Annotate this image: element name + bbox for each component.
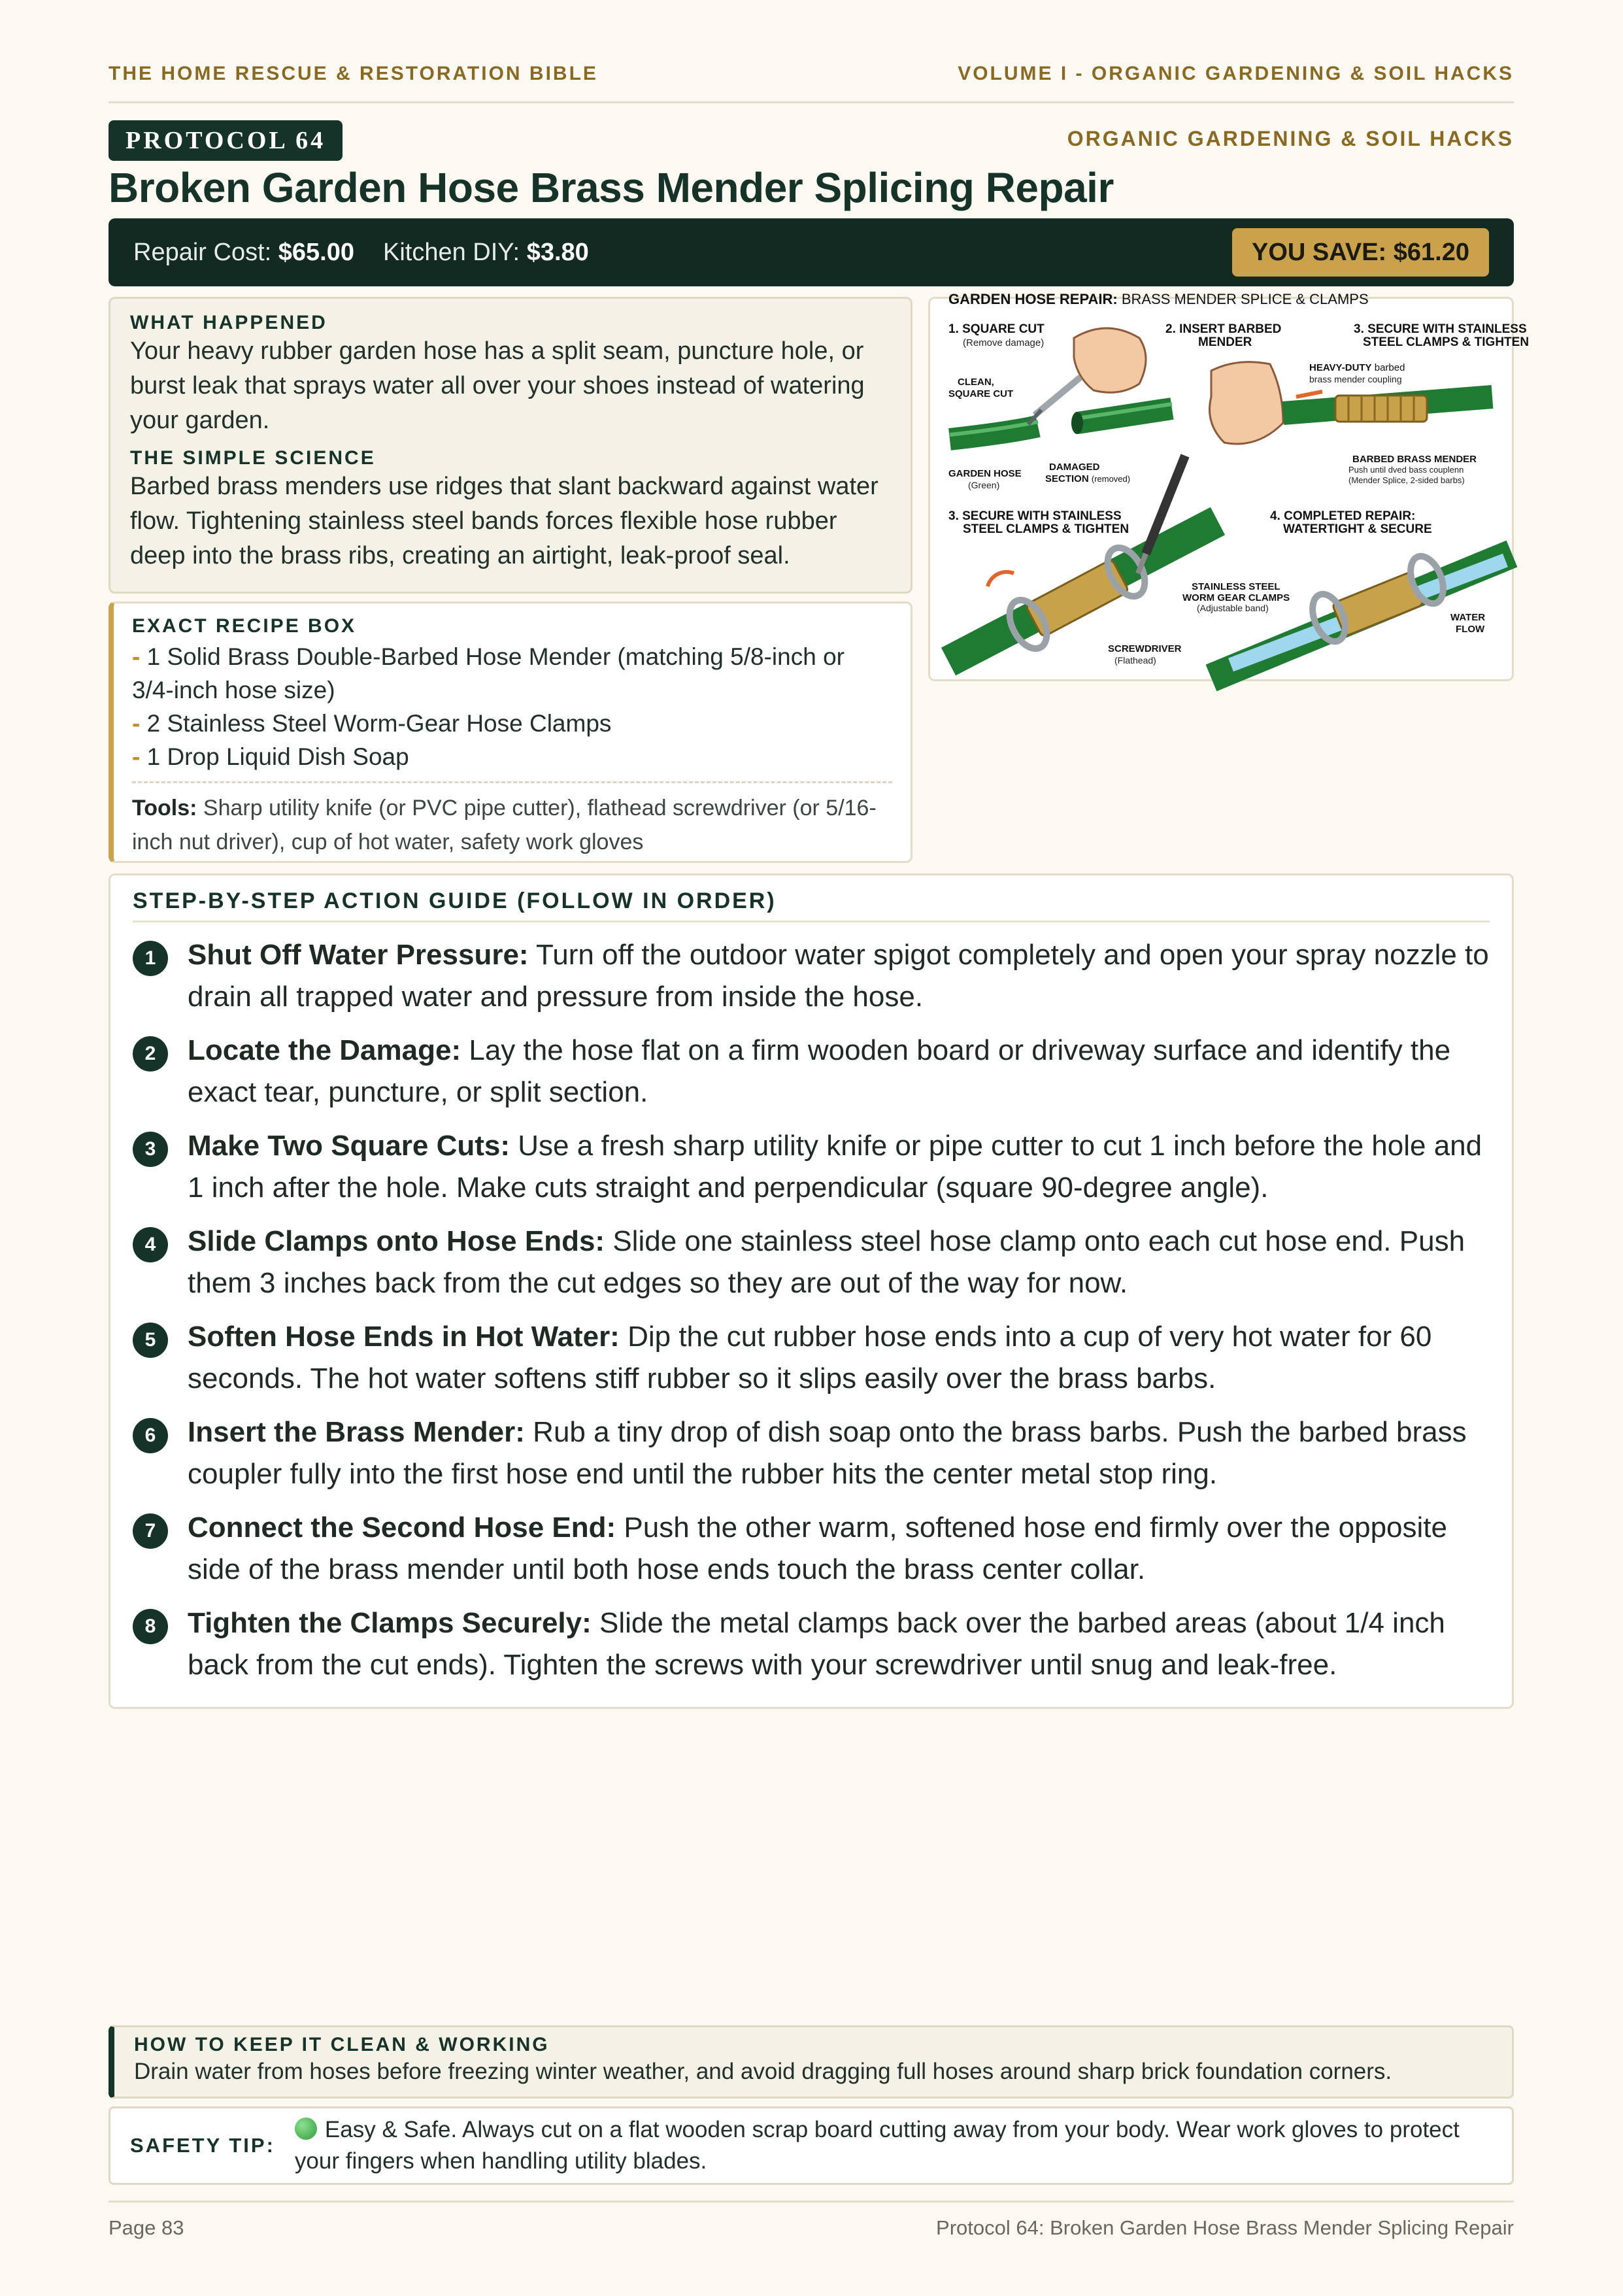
page-footer: [109, 2201, 1514, 2246]
svg-text:Push until dved bass couplenn: Push until dved bass couplenn: [1348, 465, 1464, 475]
volume-title: VOLUME I - ORGANIC GARDENING & SOIL HACKS: [958, 63, 1514, 84]
safety-tip-text: Easy & Safe. Always cut on a flat wooden scrap board cutting away from your body. Wear work gloves to protect your fingers when handling utility blades.: [294, 2117, 1460, 2174]
step-text: Shut Off Water Pressure: Turn off the outdoor water spigot completely and open your spray nozzle to drain all trapped water and pressure from inside the hose.: [188, 939, 1489, 1013]
repair-cost-label: Repair Cost:: [133, 238, 272, 266]
svg-text:BARBED BRASS MENDER: BARBED BRASS MENDER: [1352, 454, 1477, 465]
step-number: 2: [133, 1036, 168, 1072]
step-item: [133, 1221, 1490, 1304]
running-header: [109, 63, 1514, 103]
svg-text:WATERTIGHT & SECURE: WATERTIGHT & SECURE: [1283, 522, 1432, 536]
tools-label: Tools:: [132, 796, 197, 820]
svg-text:1. SQUARE CUT: 1. SQUARE CUT: [948, 322, 1045, 336]
list-item: - 1 Drop Liquid Dish Soap: [132, 743, 409, 770]
step-number: 1: [133, 941, 168, 976]
svg-text:STAINLESS STEEL: STAINLESS STEEL: [1192, 581, 1280, 592]
recipe-list: [132, 640, 892, 773]
svg-text:brass mender coupling: brass mender coupling: [1309, 374, 1402, 384]
svg-text:3. SECURE WITH STAINLESS: 3. SECURE WITH STAINLESS: [1354, 322, 1527, 336]
keep-clean-text: Drain water from hoses before freezing winter weather, and avoid dragging full hoses around sharp brick foundation corners.: [134, 2059, 1392, 2084]
svg-text:FLOW: FLOW: [1456, 624, 1485, 635]
list-item: - 2 Stainless Steel Worm-Gear Hose Clamps: [132, 710, 612, 737]
tools-text: Sharp utility knife (or PVC pipe cutter), flathead screwdriver (or 5/16-inch nut driver), cup of hot water, safety work gloves: [132, 796, 877, 854]
svg-text:SCREWDRIVER: SCREWDRIVER: [1108, 643, 1182, 654]
step-text: Tighten the Clamps Securely: Slide the metal clamps back over the barbed areas (about 1/4 inch back from the cut ends). Tighten the screws with your screwdriver until snug and leak-free.: [188, 1607, 1445, 1681]
step-text: Insert the Brass Mender: Rub a tiny drop of dish soap onto the brass barbs. Push the barbed brass coupler fully into the first hose end until the rubber hits the center metal stop ring.: [188, 1416, 1467, 1490]
step-item: [133, 1316, 1490, 1400]
step-number: 5: [133, 1323, 168, 1358]
svg-text:(Remove damage): (Remove damage): [963, 337, 1045, 348]
recipe-label: EXACT RECIPE BOX: [132, 615, 357, 637]
page-number: Page 83: [109, 2216, 184, 2239]
step-item: [133, 1411, 1490, 1495]
svg-text:GARDEN HOSE: GARDEN HOSE: [948, 468, 1022, 479]
step-number: 3: [133, 1132, 168, 1167]
svg-text:2. INSERT BARBED: 2. INSERT BARBED: [1165, 322, 1282, 336]
footer-running-title: Protocol 64: Broken Garden Hose Brass Mender Splicing Repair: [936, 2216, 1514, 2239]
svg-text:(Adjustable band): (Adjustable band): [1197, 603, 1269, 613]
svg-text:WORM GEAR CLAMPS: WORM GEAR CLAMPS: [1182, 592, 1290, 603]
tools-line: [132, 781, 892, 859]
page: [109, 0, 1530, 2296]
svg-text:(Mender Splice, 2-sided barbs): (Mender Splice, 2-sided barbs): [1348, 475, 1465, 485]
svg-text:STEEL CLAMPS & TIGHTEN: STEEL CLAMPS & TIGHTEN: [1363, 335, 1530, 349]
svg-text:(Green): (Green): [968, 480, 1000, 490]
science-text: Barbed brass menders use ridges that slant backward against water flow. Tightening stainless steel bands forces flexible hose rubber deep into the brass ribs, creating an airtight, leak-proof seal.: [130, 473, 878, 569]
svg-text:(Flathead): (Flathead): [1114, 655, 1156, 666]
step-item: [133, 1125, 1490, 1209]
step-item: [133, 1507, 1490, 1591]
step-text: Slide Clamps onto Hose Ends: Slide one stainless steel hose clamp onto each cut hose end. Push them 3 inches back from the cut edges so they are out of the way for now.: [188, 1225, 1465, 1299]
repair-cost-value: $65.00: [278, 238, 354, 266]
svg-text:CLEAN,: CLEAN,: [958, 377, 994, 388]
list-item: - 1 Solid Brass Double-Barbed Hose Mender (matching 5/8-inch or 3/4-inch hose size): [132, 643, 845, 703]
svg-text:DAMAGED: DAMAGED: [1049, 462, 1100, 473]
steps-box: [109, 873, 1514, 1709]
safety-tip-box: [109, 2106, 1514, 2185]
svg-text:4. COMPLETED REPAIR:: 4. COMPLETED REPAIR:: [1270, 509, 1416, 523]
science-label: THE SIMPLE SCIENCE: [130, 447, 376, 469]
step-number: 6: [133, 1418, 168, 1453]
what-happened-box: [109, 297, 912, 594]
svg-text:SQUARE CUT: SQUARE CUT: [948, 388, 1014, 399]
diy-cost-value: $3.80: [526, 238, 589, 266]
step-number: 7: [133, 1513, 168, 1549]
book-title: THE HOME RESCUE & RESTORATION BIBLE: [109, 63, 598, 84]
svg-text:HEAVY-DUTY barbed: HEAVY-DUTY barbed: [1309, 362, 1405, 373]
svg-text:WATER: WATER: [1450, 612, 1486, 623]
svg-text:3. SECURE WITH STAINLESS: 3. SECURE WITH STAINLESS: [948, 509, 1122, 523]
svg-text:GARDEN HOSE REPAIR: BRASS MEND: GARDEN HOSE REPAIR: BRASS MENDER SPLICE & CLAMPS: [948, 291, 1369, 307]
category-label: ORGANIC GARDENING & SOIL HACKS: [1067, 127, 1514, 150]
keep-clean-box: [109, 2025, 1514, 2099]
safety-tip-label: SAFETY TIP:: [130, 2134, 275, 2157]
repair-illustration: [928, 291, 1530, 681]
step-text: Make Two Square Cuts: Use a fresh sharp utility knife or pipe cutter to cut 1 inch before the hole and 1 inch after the hole. Make cuts straight and perpendicular (square 90-degree angle).: [188, 1130, 1482, 1204]
protocol-row: [109, 120, 1514, 161]
step-item: [133, 1030, 1490, 1113]
step-text: Soften Hose Ends in Hot Water: Dip the cut rubber hose ends into a cup of very hot water for 60 seconds. The hot water softens stiff rubber so it slips easily over the brass barbs.: [188, 1321, 1432, 1394]
step-number: 4: [133, 1227, 168, 1262]
page-title: Broken Garden Hose Brass Mender Splicing Repair: [109, 164, 1114, 211]
recipe-box: [109, 601, 912, 863]
svg-text:STEEL CLAMPS & TIGHTEN: STEEL CLAMPS & TIGHTEN: [963, 522, 1129, 536]
protocol-badge: PROTOCOL 64: [109, 120, 343, 161]
keep-clean-label: HOW TO KEEP IT CLEAN & WORKING: [134, 2034, 550, 2055]
step-number: 8: [133, 1609, 168, 1644]
step-text: Connect the Second Hose End: Push the other warm, softened hose end firmly over the opposite side of the brass mender until both hose ends touch the brass center collar.: [188, 1511, 1447, 1585]
diy-cost-label: Kitchen DIY:: [383, 238, 520, 266]
what-happened-text: Your heavy rubber garden hose has a split seam, puncture hole, or burst leak that sprays water all over your shoes instead of watering your garden.: [130, 337, 865, 434]
step-item: [133, 934, 1490, 1018]
green-dot-icon: [295, 2118, 317, 2140]
steps-heading: STEP-BY-STEP ACTION GUIDE (FOLLOW IN ORDER): [133, 888, 1490, 922]
savings-badge: YOU SAVE: $61.20: [1232, 228, 1489, 277]
what-happened-label: WHAT HAPPENED: [130, 312, 327, 333]
svg-text:MENDER: MENDER: [1198, 335, 1252, 349]
cost-bar: [109, 218, 1514, 286]
svg-text:SECTION (removed): SECTION (removed): [1045, 473, 1131, 484]
step-text: Locate the Damage: Lay the hose flat on a firm wooden board or driveway surface and identify the exact tear, puncture, or split section.: [188, 1034, 1451, 1108]
step-item: [133, 1602, 1490, 1686]
